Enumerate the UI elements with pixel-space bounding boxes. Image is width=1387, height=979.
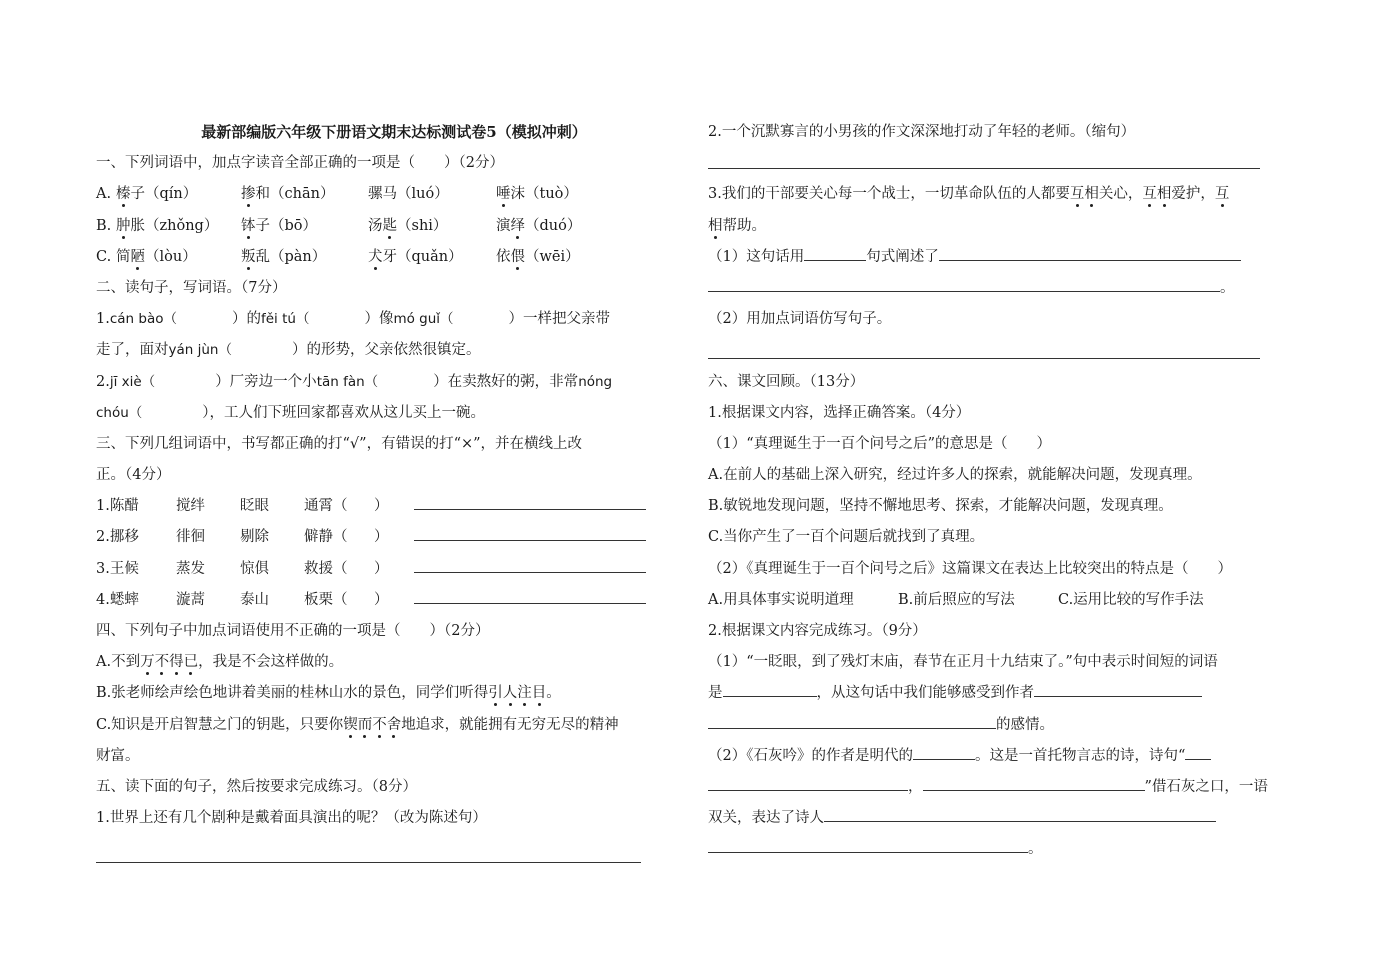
q3-heading: 三、下列几组词语中，书写都正确的打“√”，有错误的打“×”，并在横线上改 — [96, 435, 583, 452]
q5-item-3-sub2: （2）用加点词语仿写句子。 — [708, 311, 892, 328]
answer-blank[interactable] — [923, 776, 1145, 791]
q6-part-1-q1-b: B.敏锐地发现问题，坚持不懈地思考、探索，才能解决问题，发现真理。 — [708, 498, 1173, 515]
q6-part-1: 1.根据课文内容，选择正确答案。（4分） — [708, 404, 971, 421]
q5-heading: 五、读下面的句子，然后按要求完成练习。（8分） — [96, 778, 417, 795]
q6-part-2: 2.根据课文内容完成练习。（9分） — [708, 623, 927, 639]
answer-line[interactable] — [414, 589, 646, 604]
answer-blank[interactable] — [708, 776, 908, 791]
q6-part-1-q1: （1）“真理诞生于一百个问号之后”的意思是（ ） — [708, 435, 1052, 452]
q4-option-c: C.知识是开启智慧之门的钥匙，只要你锲而不舍地追求，就能拥有无穷无尽的精神 — [96, 716, 619, 733]
answer-blank[interactable] — [723, 682, 817, 697]
q6-part-2-q2-end: 。 — [708, 835, 1298, 866]
word: 榛子（qín） — [116, 186, 198, 203]
q6-part-2-q2-cont: ， ”借石灰之口，一语 — [708, 773, 1298, 804]
q6-part-2-q2: （2）《石灰吟》的作者是明代的 。这是一首托物言志的诗，诗句“ — [708, 742, 1298, 773]
answer-blank[interactable] — [913, 745, 975, 760]
answer-blank[interactable] — [824, 807, 1216, 822]
dotted-word: 引人注目 — [488, 685, 547, 702]
word: 犬牙（quǎn） — [368, 248, 463, 265]
answer-blank[interactable] — [708, 714, 996, 729]
option-label: B. — [96, 217, 112, 234]
word: 演绎（duó） — [496, 217, 582, 234]
exam-title: 最新部编版六年级下册语文期末达标测试卷5（模拟冲刺） — [201, 123, 587, 141]
answer-blank[interactable] — [939, 246, 1241, 261]
q5-item-1-answer[interactable] — [96, 835, 686, 866]
q4-heading: 四、下列句子中加点词语使用不正确的一项是（ ）（2分） — [96, 623, 490, 639]
answer-blank[interactable] — [708, 838, 1028, 853]
q3-row-2: 2.挪移 徘徊 剔除 僻静（ ） — [96, 523, 686, 554]
q6-part-1-q1-a: A.在前人的基础上深入研究，经过许多人的探索，就能解决问题，发现真理。 — [708, 467, 1202, 484]
q6-part-2-q1-cont: 是 ，从这句话中我们能够感受到作者 — [708, 679, 1298, 710]
q5-item-3-cont: 相帮助。 — [708, 217, 766, 234]
q4-option-c-cont: 财富。 — [96, 747, 140, 764]
answer-blank[interactable] — [708, 277, 1220, 292]
option-label: A. — [96, 186, 112, 203]
q1-option-b — [96, 212, 686, 243]
q6-heading: 六、课文回顾。（13分） — [708, 373, 865, 390]
q2-sentence-2: 2.jī xiè（ ）厂旁边一个小tān fàn（ ）在卖熬好的粥，非常nóng — [96, 373, 613, 390]
q5-item-3-sub1-cont: 。 — [708, 274, 1298, 305]
q2-heading: 二、读句子，写词语。（7分） — [96, 279, 287, 296]
q3-row-1: 1.陈醋 搅绊 眨眼 通霄（ ） — [96, 492, 686, 523]
q2-sentence-1-cont: 走了，面对yán jùn（ ）的形势，父亲依然很镇定。 — [96, 342, 481, 359]
q5-item-3-sub2-answer[interactable] — [708, 336, 1298, 367]
word: 简陋（lòu） — [116, 248, 197, 265]
q5-item-2-answer[interactable] — [708, 149, 1298, 180]
left-column — [96, 118, 686, 867]
q4-option-a: A.不到万不得已，我是不会这样做的。 — [96, 654, 344, 671]
q6-part-2-q2-cont2: 双关，表达了诗人 — [708, 804, 1298, 835]
word: 钵子（bō） — [241, 217, 318, 234]
q6-part-2-q1: （1）“一眨眼，到了残灯末庙，春节在正月十九结束了。”句中表示时间短的词语 — [708, 654, 1218, 671]
word: 肿胀（zhǒng） — [116, 217, 219, 234]
word: 汤匙（shi） — [368, 217, 448, 234]
word: 叛乱（pàn） — [241, 248, 327, 265]
q1-heading: 一、下列词语中，加点字读音全部正确的一项是（ ）（2分） — [96, 155, 504, 172]
option-label: C. — [96, 248, 112, 265]
q5-item-3: 3.我们的干部要关心每一个战士，一切革命队伍的人都要互相关心，互相爱护，互 — [708, 186, 1230, 203]
q2-sentence-2-cont: chóu（ ），工人们下班回家都喜欢从这儿买上一碗。 — [96, 404, 486, 421]
q3-heading-cont: 正。（4分） — [96, 467, 171, 484]
q6-part-1-q2-options: A.用具体事实说明道理 B.前后照应的写法 C.运用比较的写作手法 — [708, 591, 1204, 608]
dotted-word: 锲而不舍 — [343, 716, 402, 733]
q6-part-1-q1-c: C.当你产生了一百个问题后就找到了真理。 — [708, 529, 985, 546]
answer-blank[interactable] — [1034, 682, 1202, 697]
q1-option-c — [96, 243, 686, 274]
word: 依偎（wēi） — [496, 248, 580, 265]
q4-option-b: B.张老师绘声绘色地讲着美丽的桂林山水的景色，同学们听得引人注目。 — [96, 685, 561, 702]
dotted-word: 万不得已 — [140, 654, 199, 671]
q6-part-2-q1-end: 的感情。 — [708, 711, 1298, 742]
word: 唾沫（tuò） — [496, 186, 578, 203]
q2-sentence-1: 1.cán bào（ ）的fěi tú（ ）像mó guǐ（ ）一样把父亲带 — [96, 311, 611, 328]
right-column — [708, 118, 1298, 867]
q1-option-a — [96, 180, 686, 211]
q3-row-3: 3.王候 蒸发 惊俱 救援（ ） — [96, 555, 686, 586]
answer-line[interactable] — [414, 526, 646, 541]
q6-part-1-q2: （2）《真理诞生于一百个问号之后》这篇课文在表达上比较突出的特点是（ ） — [708, 560, 1232, 577]
q5-item-2: 2.一个沉默寡言的小男孩的作文深深地打动了年轻的老师。（缩句） — [708, 124, 1136, 140]
answer-blank[interactable] — [804, 246, 866, 261]
q3-row-4: 4.蟋蟀 漩蒿 泰山 板栗（ ） — [96, 586, 686, 617]
q5-item-1: 1.世界上还有几个剧种是戴着面具演出的呢？（改为陈述句） — [96, 810, 487, 827]
answer-line[interactable] — [414, 558, 646, 573]
q5-item-3-sub1: （1）这句话用 句式阐述了 — [708, 243, 1298, 274]
word: 掺和（chān） — [241, 186, 335, 203]
word: 骡马（luó） — [368, 186, 449, 203]
answer-line[interactable] — [414, 495, 646, 510]
answer-blank[interactable] — [1185, 745, 1211, 760]
